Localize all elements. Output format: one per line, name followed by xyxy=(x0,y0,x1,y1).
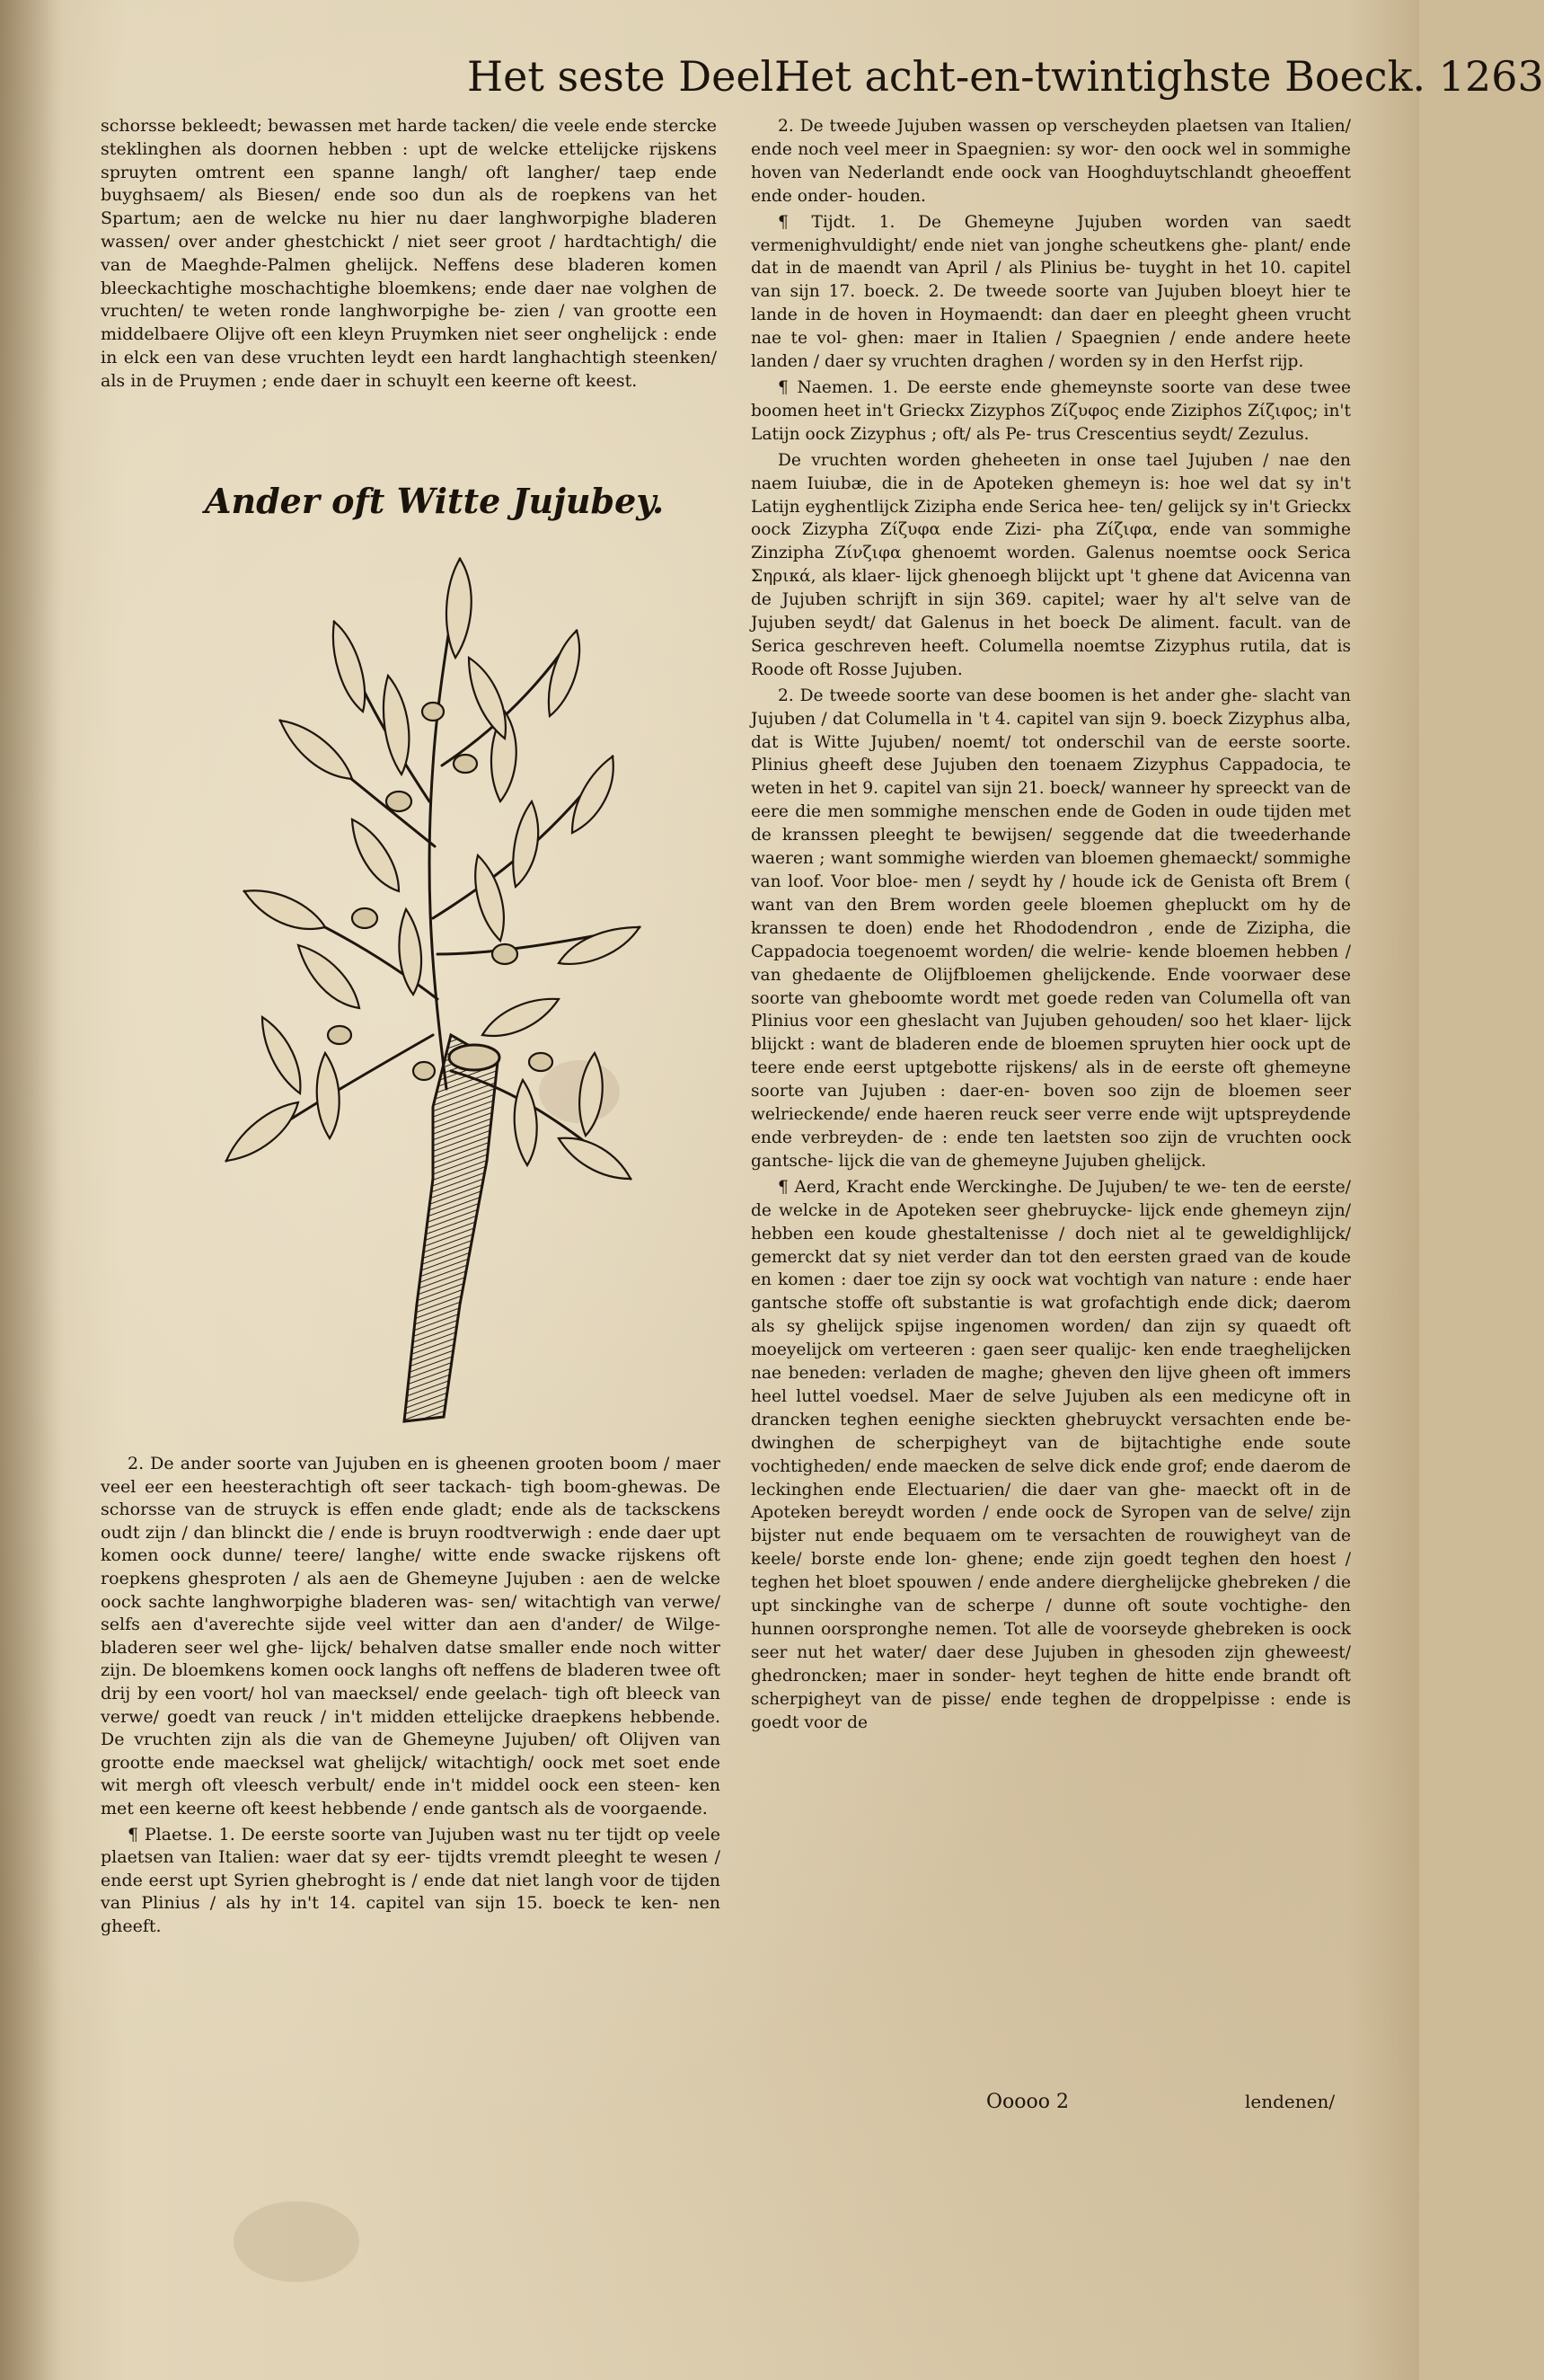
tree-leaves xyxy=(226,559,640,1179)
tree-trunk xyxy=(404,1035,499,1421)
page-gutter-shadow xyxy=(0,0,63,2380)
paragraph: ¶ Aerd, Kracht ende Werckinghe. De Jujuben/ te we- ten de eerste/ de welcke in de Apoteken seer ghebruyckе- lijck ende ghemeyn zijn/ hebben een koude ghestaltenisse / doch niet al te geweldighlijck/ gemerckt dat sy niet verder dan tot den eersten graed van de koude en komen : daer toe zijn sy oock wat vochtigh van nature : ende haer gantsche stoffe oft substantie is wat grofachtigh ende dick; daerom als sy ghelijck spijse ingenomen worden/ dan zijn sy quaedt oft moeyelijck om verteeren : gaen seer qualijc- ken ende traeghelijcken nae beneden: verladen de maghe; gheven den lijve gheen oft immers heel luttel voedsel. Maer de selve Jujuben als een medicyne oft in dranckеn teghen eenighe siecktеn ghebruyckt versachten ende be- dwinghen de scherpigheyt van de bijtachtighe ende soute vochtigheden/ ende maecken de selve dick ende grof; ende daerom de leckinghen ende Electuarien/ die daer van ghe- maeckt oft in de Apoteken bereydt worden / ende oock de Syropen van de selve/ zijn bijster nut ende bequaem om te versachten de rouwigheyt van de keele/ borste ende lon- ghene; ende zijn goedt teghen den hoest / teghen het bloet spouwen / ende andere dierghelijcke ghebreken / die upt sinckinghe van de scherpe / dunne oft soute vochtighe- den hunnen oorspronghe nemen. Tot alle de voorseyde ghebreken is oock seer nut het water/ daer dese Jujuben in ghesoden zijn gheweest/ ghedroncken; maer in sonder- heyt teghen de hitte ende brandt oft scherpigheyt van de pisse/ ende teghen de droppelpisse : ende is goedt voor de xyxy=(751,1177,1351,1732)
running-head-right: Het acht-en-twintighste Boeck. 1263 xyxy=(774,52,1544,101)
running-head-left: Het seste Deel. xyxy=(467,52,787,101)
left-column-bottom xyxy=(101,1453,720,1941)
paragraph: 2. De ander soorte van Jujuben en is gheenen grooten boom / maer veel eer een heesterachtigh oft seer tackach- tigh boom-ghewas. De schorsse van de struyck is effen ende gladt; ende als de tacksckens oudt zijn / dan blinckt die / ende is bruyn roodtverwigh : ende daer upt komen oock dunne/ teere/ langhe/ witte ende swacke rijskens oft roepkens ghesproten / als aen de Ghemeyne Jujuben : aen de welcke oock sachte langhworpighe bladeren was- sen/ witachtigh van verwe/ selfs aen d'averechte sijde veel witter dan aen d'ander/ de Wilge-bladeren seer wel ghe- lijck/ behalven datse smaller ende noch witter zijn. De bloemkens komen oock langhs oft neffens de bladeren twee oft drij by een voort/ hol van maecksel/ ende geelach- tigh oft bleeck van verwe/ goedt van reuck / in't midden ettelijcke draepkens hebbende. De vruchten zijn als die van de Ghemeyne Jujuben/ oft Olijven van grootte ende maecksel wat ghelijck/ witachtigh/ oock met soet ende wit mergh oft vleesch verbult/ ende in't middel oock een steen- ken met een keerne oft keest hebbende / ende gantsch als de voorgaende. xyxy=(101,1454,720,1818)
left-column-top xyxy=(101,115,717,396)
paper-stain xyxy=(234,2201,359,2282)
catchword: lendenen/ xyxy=(1245,2091,1336,2112)
illustration-caption: Ander oft Witte Jujubey. xyxy=(205,481,665,521)
right-column xyxy=(751,115,1351,1738)
woodcut-illustration xyxy=(163,532,684,1429)
paragraph: ¶ Tijdt. 1. De Ghemeyne Jujuben worden van saedt vermenighvuldight/ ende niet van jonghe scheutkens ghe- plant/ ende dat in de maendt van April / als Plinius be- tuyght in het 10. capitel van sijn 17. boeck. 2. De tweede soorte van Jujuben bloeyt hier te lande in de hoven in Hoymaendt: dan daer en pleeght gheen vrucht nae te vol- ghen: maer in Italien / Spaegnien / ende andere heete landen / daer sy vruchten draghen / worden sy in den Herfst rijp. xyxy=(751,212,1351,372)
paragraph: 2. De tweede soorte van dese boomen is het ander ghe- slacht van Jujuben / dat Columella in 't 4. capitel van sijn 9. boeck Zizyphus alba, dat is Witte Jujuben/ noemt/ tot onderschil van de eerste soorte. Plinius gheeft dese Jujuben den toenaem Zizyphus Cappadocia, te weten in het 9. capitel van sijn 21. boeck/ wanneer hy spreeckt van de eere die men sommighe menschen ende de Goden in oude tijden met de kranssen pleeght te bewijsen/ seggende dat die tweederhande waeren ; want sommighe wierden van bloemen ghemaeckt/ sommighe van loof. Voor bloe- men / seydt hy / houde ick de Genista oft Brem ( want van den Brem worden geele bloemen ghepluckt om hy de kranssen te doen) ende het Rhododendron , ende de Zizipha, die Cappadocia toegenoemt worden/ die welrie- kende bloemen hebben / van ghedaente de Olijfbloemen ghelijckende. Ende voorwaer dese soorte van gheboomte wordt met goede reden van Columella oft van Plinius voor een gheslacht van Jujuben gehouden/ soo het klaer- lijck blijckt : want de bladeren ende de bloemen spruyten hier oock upt de teere ende eerst uptgebotte rijskens/ als in de eerste oft ghemeyne soorte van Jujuben : daer-en- boven soo zijn de bloemen seer welrieckende/ ende haeren reuck seer verre ende wijt uptsprеydende ende verbreyden- de : ende ten laetsten soo zijn de vruchten oock gantsche- lijck die van de ghemeyne Jujuben ghelijck. xyxy=(751,686,1351,1171)
paragraph: De vruchten worden gheheeten in onse tael Jujuben / nae den naem Iuiubæ, die in de Apoteken ghemeyn is: hoe wel dat sy in't Latijn eyghentlijck Ziziphа ende Serica hee- ten/ gelijck sy in't Grieckx oock Zizyphа Ζίζυφα ende Zizi- pha Ζίζιφα, ende van sommighe Zinzipha Ζίνζιφα ghenoemt worden. Galenus noemtse oock Serica Σηρικά, als klaer- lijck ghenoegh blijckt upt 't ghene dat Avicenna van de Jujuben schrijft in sijn 369. capitel; waer hy al't selve van de Jujuben seydt/ dat Galenus in het boeck De aliment. facult. van de Serica geschreven heeft. Columella noemtse Zizyphus rutila, dat is Roode oft Rosse Jujuben. xyxy=(751,450,1351,679)
paragraph: ¶ Naemen. 1. De eerste ende ghemeynste soorte van dese twee boomen heet in't Grieckx Zizyphos Ζίζυφος ende Ziziphos Ζίζιφος; in't Latijn oock Zizyphus ; oft/ als Pe- trus Crescentius seydt/ Zezulus. xyxy=(751,377,1351,444)
signature-mark: Ooooo 2 xyxy=(986,2091,1070,2113)
paragraph: schorsse bekleedt; bewassen met harde tacken/ die veele ende stercke steklinghen als doornen hebben : upt de welcke ettelijcke rijskens spruyten omtrent een spanne langh/ oft langher/ taep ende buyghsaem/ als Biesen/ ende soo dun als de roepkens van het Spartum; aen de welcke nu hier nu daer langhworpighe bladeren wassen/ over ander ghestchickt / niet seer groot / hardtachtigh/ die van de Maeghde-Palmen ghelijck. Neffens dese bladeren komen bleeckachtighe moschachtighe bloemkens; ende daer nae volghen de vruchten/ te weten ronde langhworpighe be- zien / van grootte een middelbaere Olijve oft een kleyn Pruymken niet seer onghelijck : ende in elck een van dese vruchten leydt een hardt langhachtigh steenken/ als in de Pruymen ; ende daer in schuylt een keerne oft keest. xyxy=(101,116,717,391)
paragraph: 2. De tweede Jujuben wassen op verscheyden plaetsen van Italien/ ende noch veel meer in Spaegnien: sy wor- den oock wel in sommighe hoven van Nederlandt ende oock van Hooghduytschlandt gheoeffent ende onder- houden. xyxy=(751,117,1351,206)
paragraph: ¶ Plaetse. 1. De eerste soorte van Jujuben wast nu ter tijdt op veele plaetsen van Italien: waer dat sy eer- tijdts vremdt pleeght te wesen / ende eerst upt Syrien ghebroght is / ende dat niet langh voor de tijden van Plinius / als hy in't 14. capitel van sijn 15. boeck te ken- nen gheeft. xyxy=(101,1824,720,1936)
